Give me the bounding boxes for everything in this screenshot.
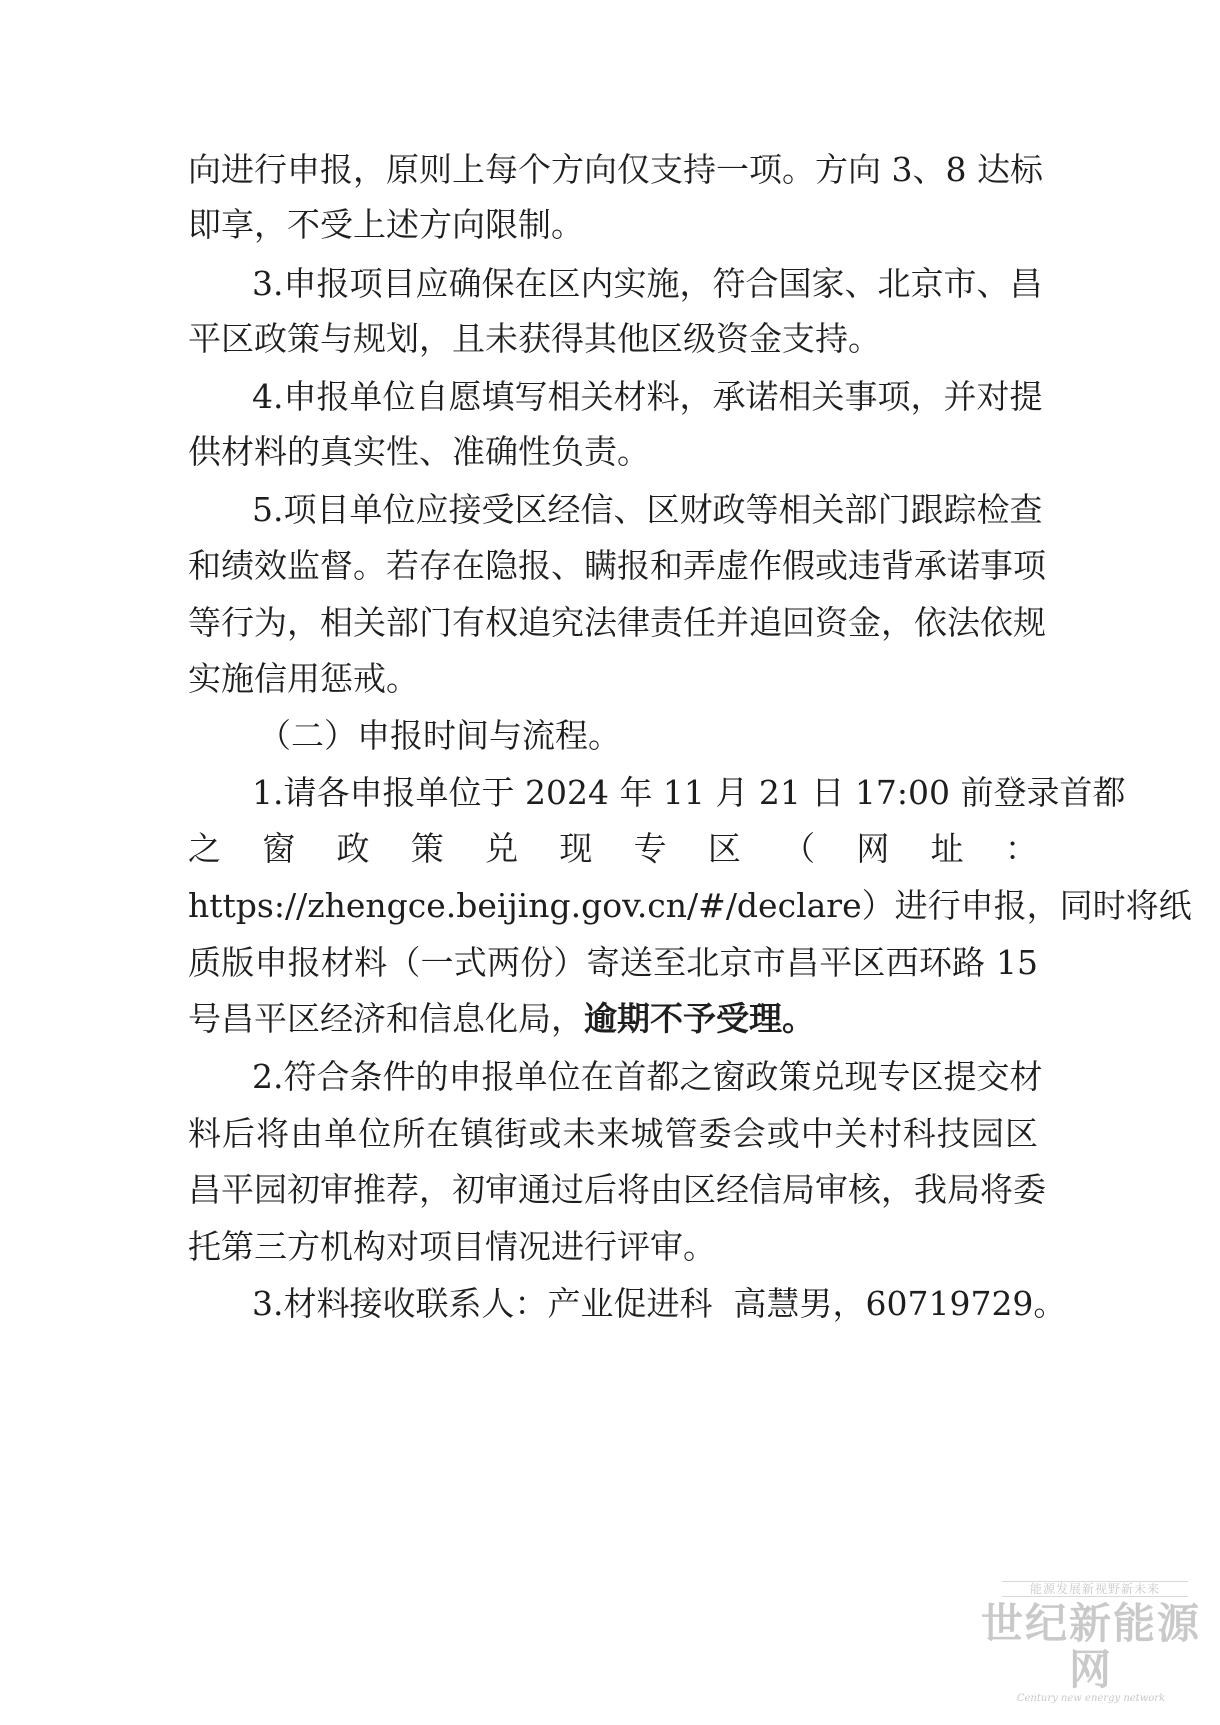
paragraph-line	[188, 999, 1038, 1039]
paragraph-line: 实施信用惩戒。	[188, 659, 419, 698]
spaced-char: 策	[410, 829, 444, 868]
contact-line: 3.材料接收联系人：产业促进科 高慧男，60719729。	[252, 1284, 1067, 1323]
spaced-char: 网	[856, 829, 890, 868]
paragraph-line: https://zhengce.beijing.gov.cn/#/declare）进行申报，同时将纸	[188, 886, 1192, 925]
paragraph-line: 4.申报单位自愿填写相关材料，承诺相关事项，并对提	[252, 377, 1043, 416]
spaced-char: 现	[559, 829, 593, 868]
paragraph-line: 3.申报项目应确保在区内实施，符合国家、北京市、昌	[252, 264, 1043, 303]
watermark-subtitle: Century new energy network	[1016, 1693, 1166, 1704]
paragraph-line: 1.请各申报单位于 2024 年 11 月 21 日 17:00 前登录首都	[252, 773, 1126, 812]
watermark-title: 世纪新能源网	[980, 1599, 1201, 1694]
paragraph-line: 平区政策与规划，且未获得其他区级资金支持。	[188, 319, 881, 358]
paragraph-line: 2.符合条件的申报单位在首都之窗政策兑现专区提交材	[252, 1057, 1043, 1096]
section-heading: （二）申报时间与流程。	[258, 716, 621, 755]
paragraph-line: 向进行申报，原则上每个方向仅支持一项。方向 3、8 达标	[188, 150, 1043, 189]
paragraph-line: 托第三方机构对项目情况进行评审。	[188, 1227, 716, 1266]
paragraph-line: 质版申报材料（一式两份）寄送至北京市昌平区西环路 15	[188, 943, 1038, 982]
paragraph-line: 5.项目单位应接受区经信、区财政等相关部门跟踪检查	[252, 490, 1043, 529]
watermark-logo	[976, 1581, 1206, 1705]
paragraph-line: 等行为，相关部门有权追究法律责任并追回资金，依法依规	[188, 603, 1046, 642]
paragraph-line: 和绩效监督。若存在隐报、瞒报和弄虚作假或违背承诺事项	[188, 546, 1046, 585]
spaced-char: 址	[930, 829, 964, 868]
paragraph-line: 昌平园初审推荐，初审通过后将由区经信局审核，我局将委	[188, 1170, 1046, 1209]
paragraph-line: 料后将由单位所在镇街或未来城管委会或中关村科技园区	[188, 1114, 1038, 1153]
spaced-char: 专	[633, 829, 667, 868]
spaced-char: 之	[188, 829, 221, 868]
spaced-char: ：	[1004, 829, 1038, 868]
paragraph-line: 即享，不受上述方向限制。	[188, 205, 584, 244]
spaced-char: 政	[336, 829, 370, 868]
spaced-char: （	[782, 829, 816, 868]
line-text: 号昌平区经济和信息化局，	[188, 999, 584, 1038]
emphasis-text: 逾期不予受理。	[584, 999, 815, 1038]
paragraph-line-spaced	[188, 829, 1038, 869]
watermark-tagline: 能源发展新视野新未来	[1002, 1581, 1188, 1597]
paragraph-line: 供材料的真实性、准确性负责。	[188, 432, 650, 471]
spaced-char: 兑	[485, 829, 519, 868]
spaced-char: 区	[707, 829, 741, 868]
spaced-char: 窗	[262, 829, 296, 868]
